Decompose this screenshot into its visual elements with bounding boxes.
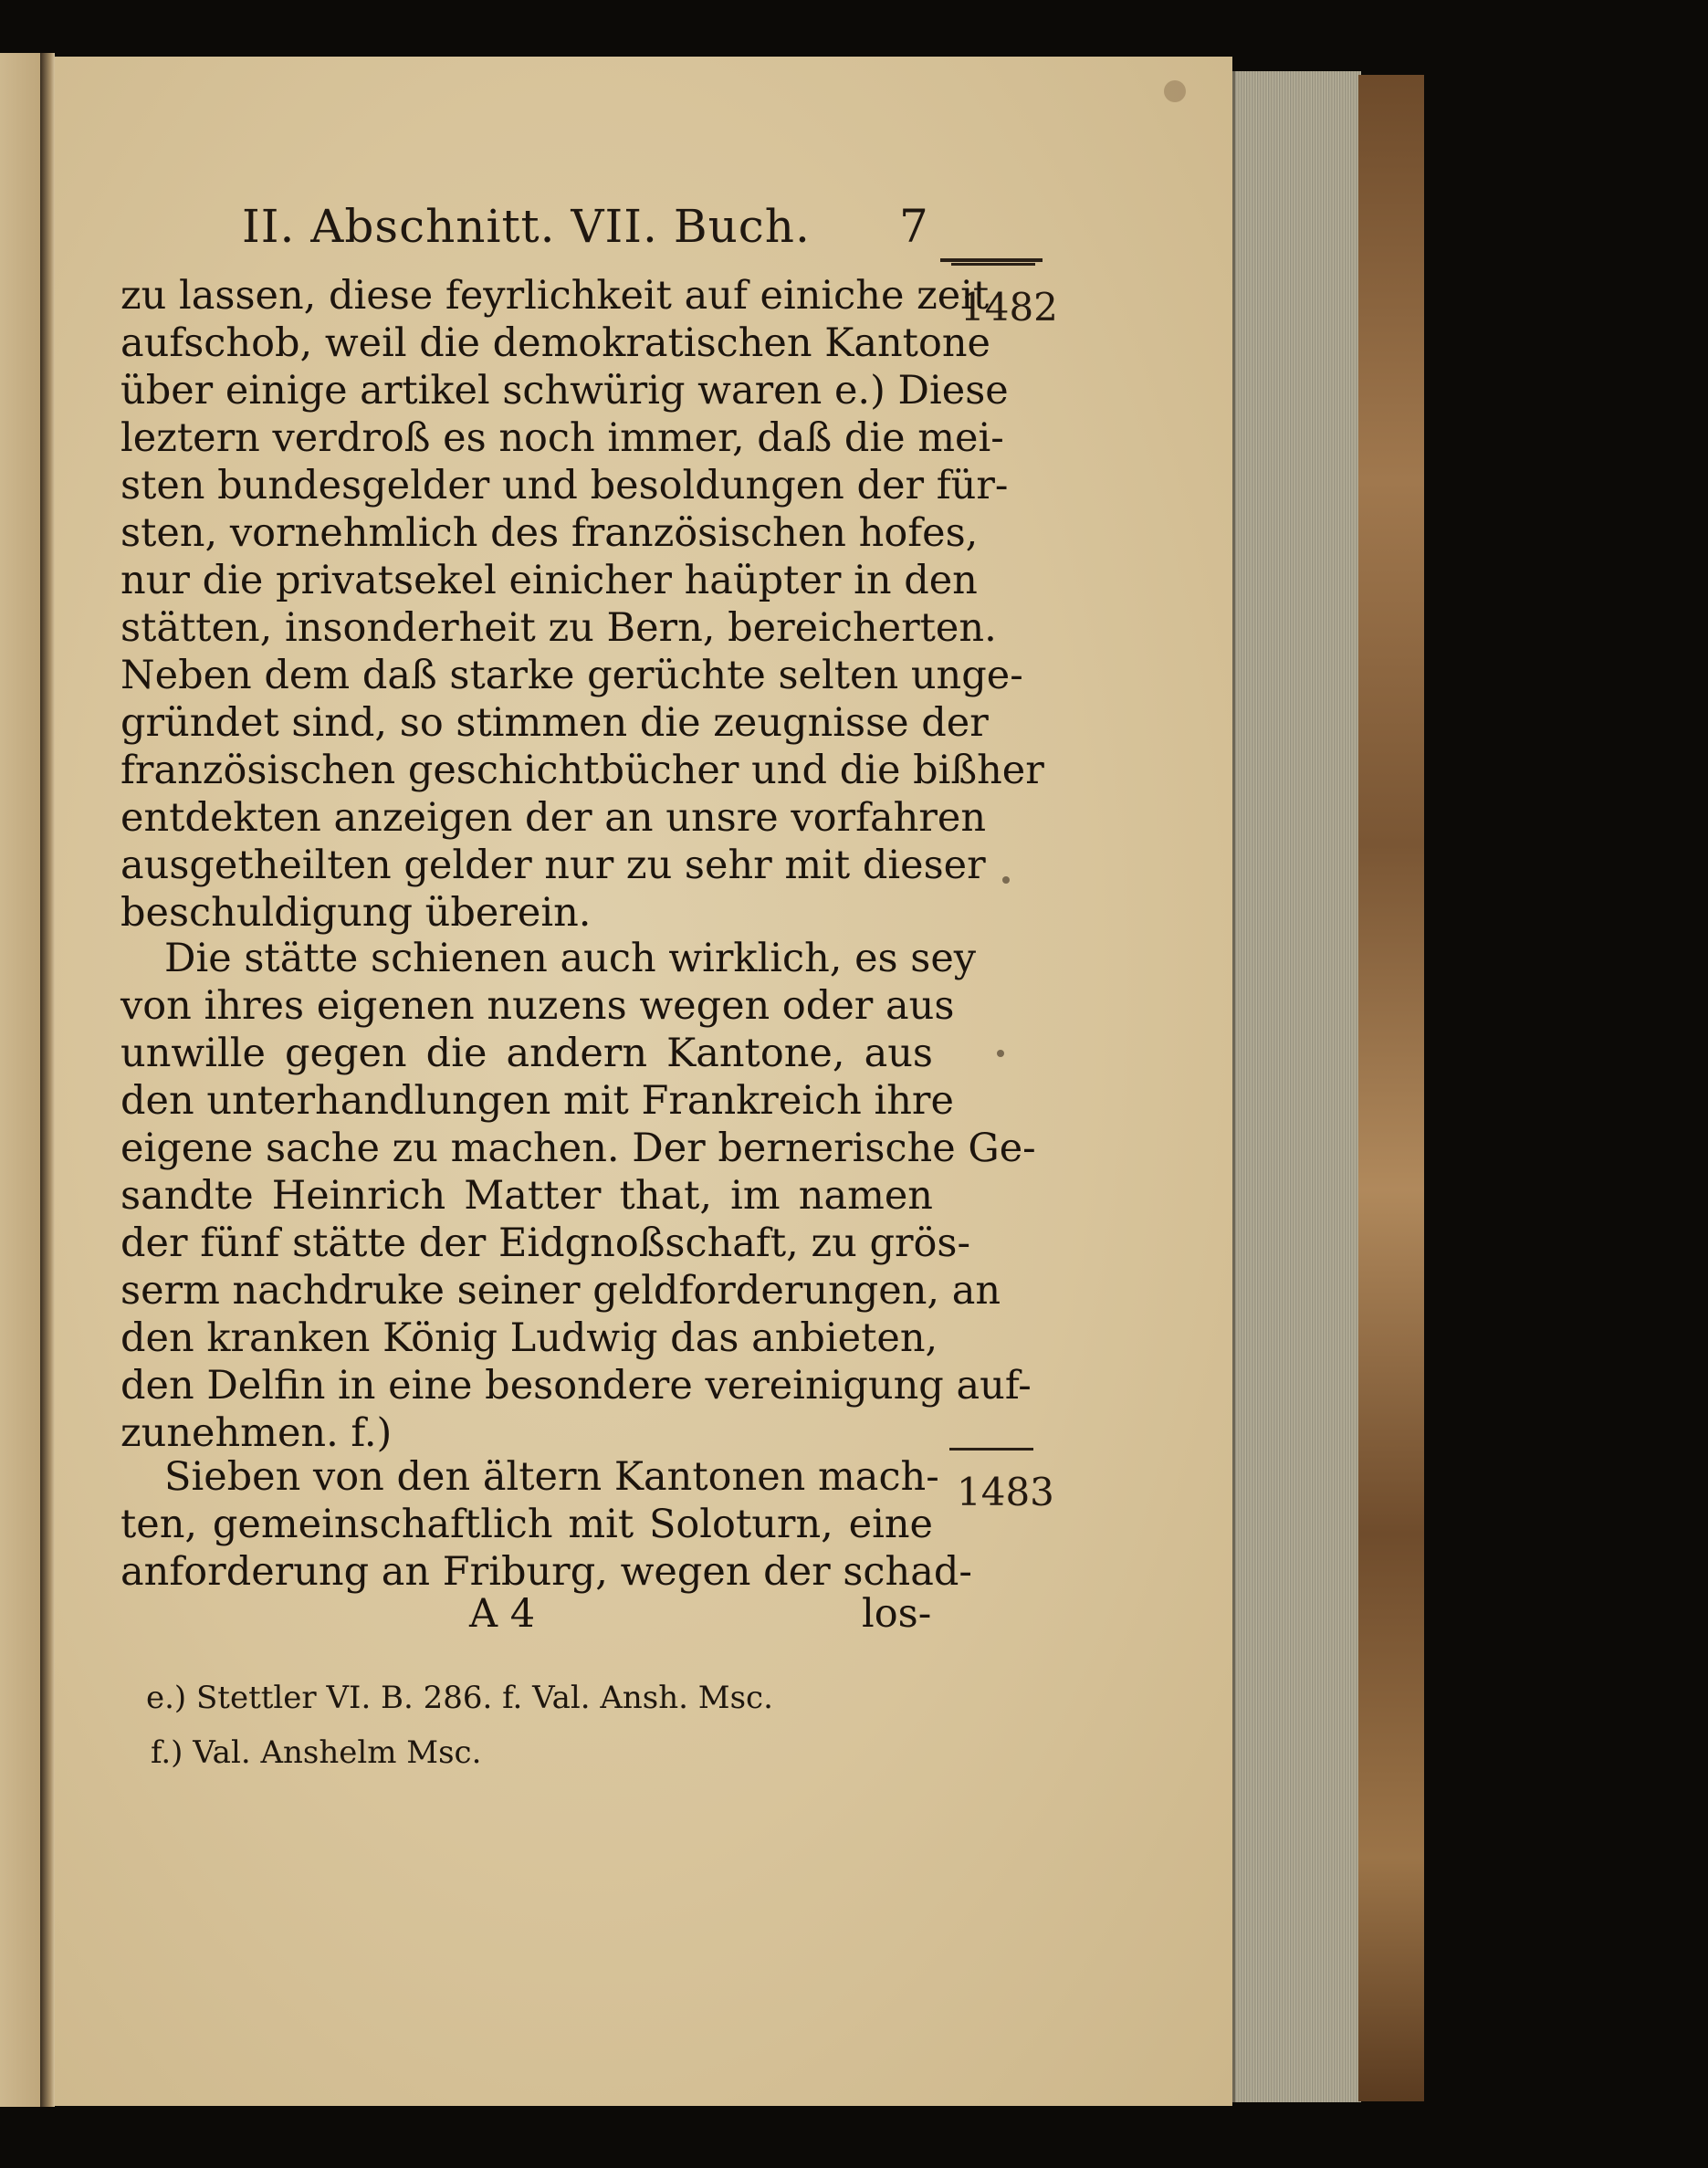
text-line: zunehmen. f.)	[121, 1410, 393, 1456]
text-line: beschuldigung überein.	[121, 890, 592, 936]
text-line: stätten, insonderheit zu Bern, bereicherten.	[121, 605, 997, 651]
text-line: unwille gegen die andern Kantone, aus	[121, 1031, 933, 1076]
text-line: entdekten anzeigen der an unsre vorfahren	[121, 795, 987, 841]
text-line: nur die privatsekel einicher haüpter in den	[121, 558, 978, 603]
text-line: eigene sache zu machen. Der bernerische Ge-	[121, 1126, 1036, 1171]
paper-stain	[1164, 80, 1186, 102]
text-line: den Delfin in eine besondere vereinigung auf-	[121, 1363, 1032, 1409]
running-head-title: II. Abschnitt. VII. Buch.	[242, 200, 811, 253]
text-line: über einige artikel schwürig waren e.) Diese	[121, 368, 1009, 414]
text-line: Die stätte schienen auch wirklich, es sey	[164, 936, 977, 981]
text-line: aufschob, weil die demokratischen Kantone	[121, 320, 990, 366]
catchword: los-	[862, 1591, 932, 1637]
text-line: zu lassen, diese feyrlichkeit auf einiche zeit	[121, 273, 990, 319]
header-rule	[940, 258, 1043, 262]
text-line: Sieben von den ältern Kantonen mach-	[164, 1454, 939, 1500]
text-line: anforderung an Friburg, wegen der schad-	[121, 1549, 972, 1595]
text-line: gründet sind, so stimmen die zeugnisse der	[121, 700, 989, 746]
text-line: den unterhandlungen mit Frankreich ihre	[121, 1078, 954, 1124]
paper-speck	[997, 1050, 1004, 1057]
footnote: e.) Stettler VI. B. 286. f. Val. Ansh. Msc.	[146, 1680, 773, 1716]
paragraph	[121, 1453, 972, 1596]
page-block-edges	[1232, 71, 1361, 2102]
margin-rule	[951, 263, 1035, 266]
paper-speck	[1002, 876, 1010, 884]
text-line: sandte Heinrich Matter that, im namen	[121, 1173, 933, 1219]
text-line: serm nachdruke seiner geldforderungen, an	[121, 1268, 1001, 1314]
text-line: französischen geschichtbücher und die bißher	[121, 748, 1044, 793]
book-cover-edge	[1358, 75, 1424, 2101]
text-line: den kranken König Ludwig das anbieten,	[121, 1315, 938, 1361]
margin-year: 1483	[957, 1470, 1054, 1514]
margin-year: 1482	[960, 285, 1058, 330]
paragraph	[121, 935, 1036, 1457]
text-line: ten, gemeinschaftlich mit Soloturn, eine	[121, 1502, 933, 1547]
book-gutter	[40, 53, 55, 2107]
text-line: leztern verdroß es noch immer, daß die mei-	[121, 415, 1004, 461]
text-line: sten bundesgelder und besoldungen der für-	[121, 463, 1009, 508]
signature-mark: A 4	[469, 1591, 536, 1637]
page-number: 7	[899, 200, 928, 253]
text-line: sten, vornehmlich des französischen hofes,	[121, 510, 979, 556]
facing-page-edge	[0, 53, 42, 2107]
margin-rule	[949, 1448, 1033, 1451]
text-line: ausgetheilten gelder nur zu sehr mit dieser	[121, 843, 986, 888]
footnote: f.) Val. Anshelm Msc.	[151, 1734, 482, 1771]
text-line: der fünf stätte der Eidgnoßschaft, zu grös-	[121, 1220, 971, 1266]
text-line: von ihres eigenen nuzens wegen oder aus	[121, 983, 955, 1029]
text-line: Neben dem daß starke gerüchte selten unge-	[121, 653, 1023, 698]
